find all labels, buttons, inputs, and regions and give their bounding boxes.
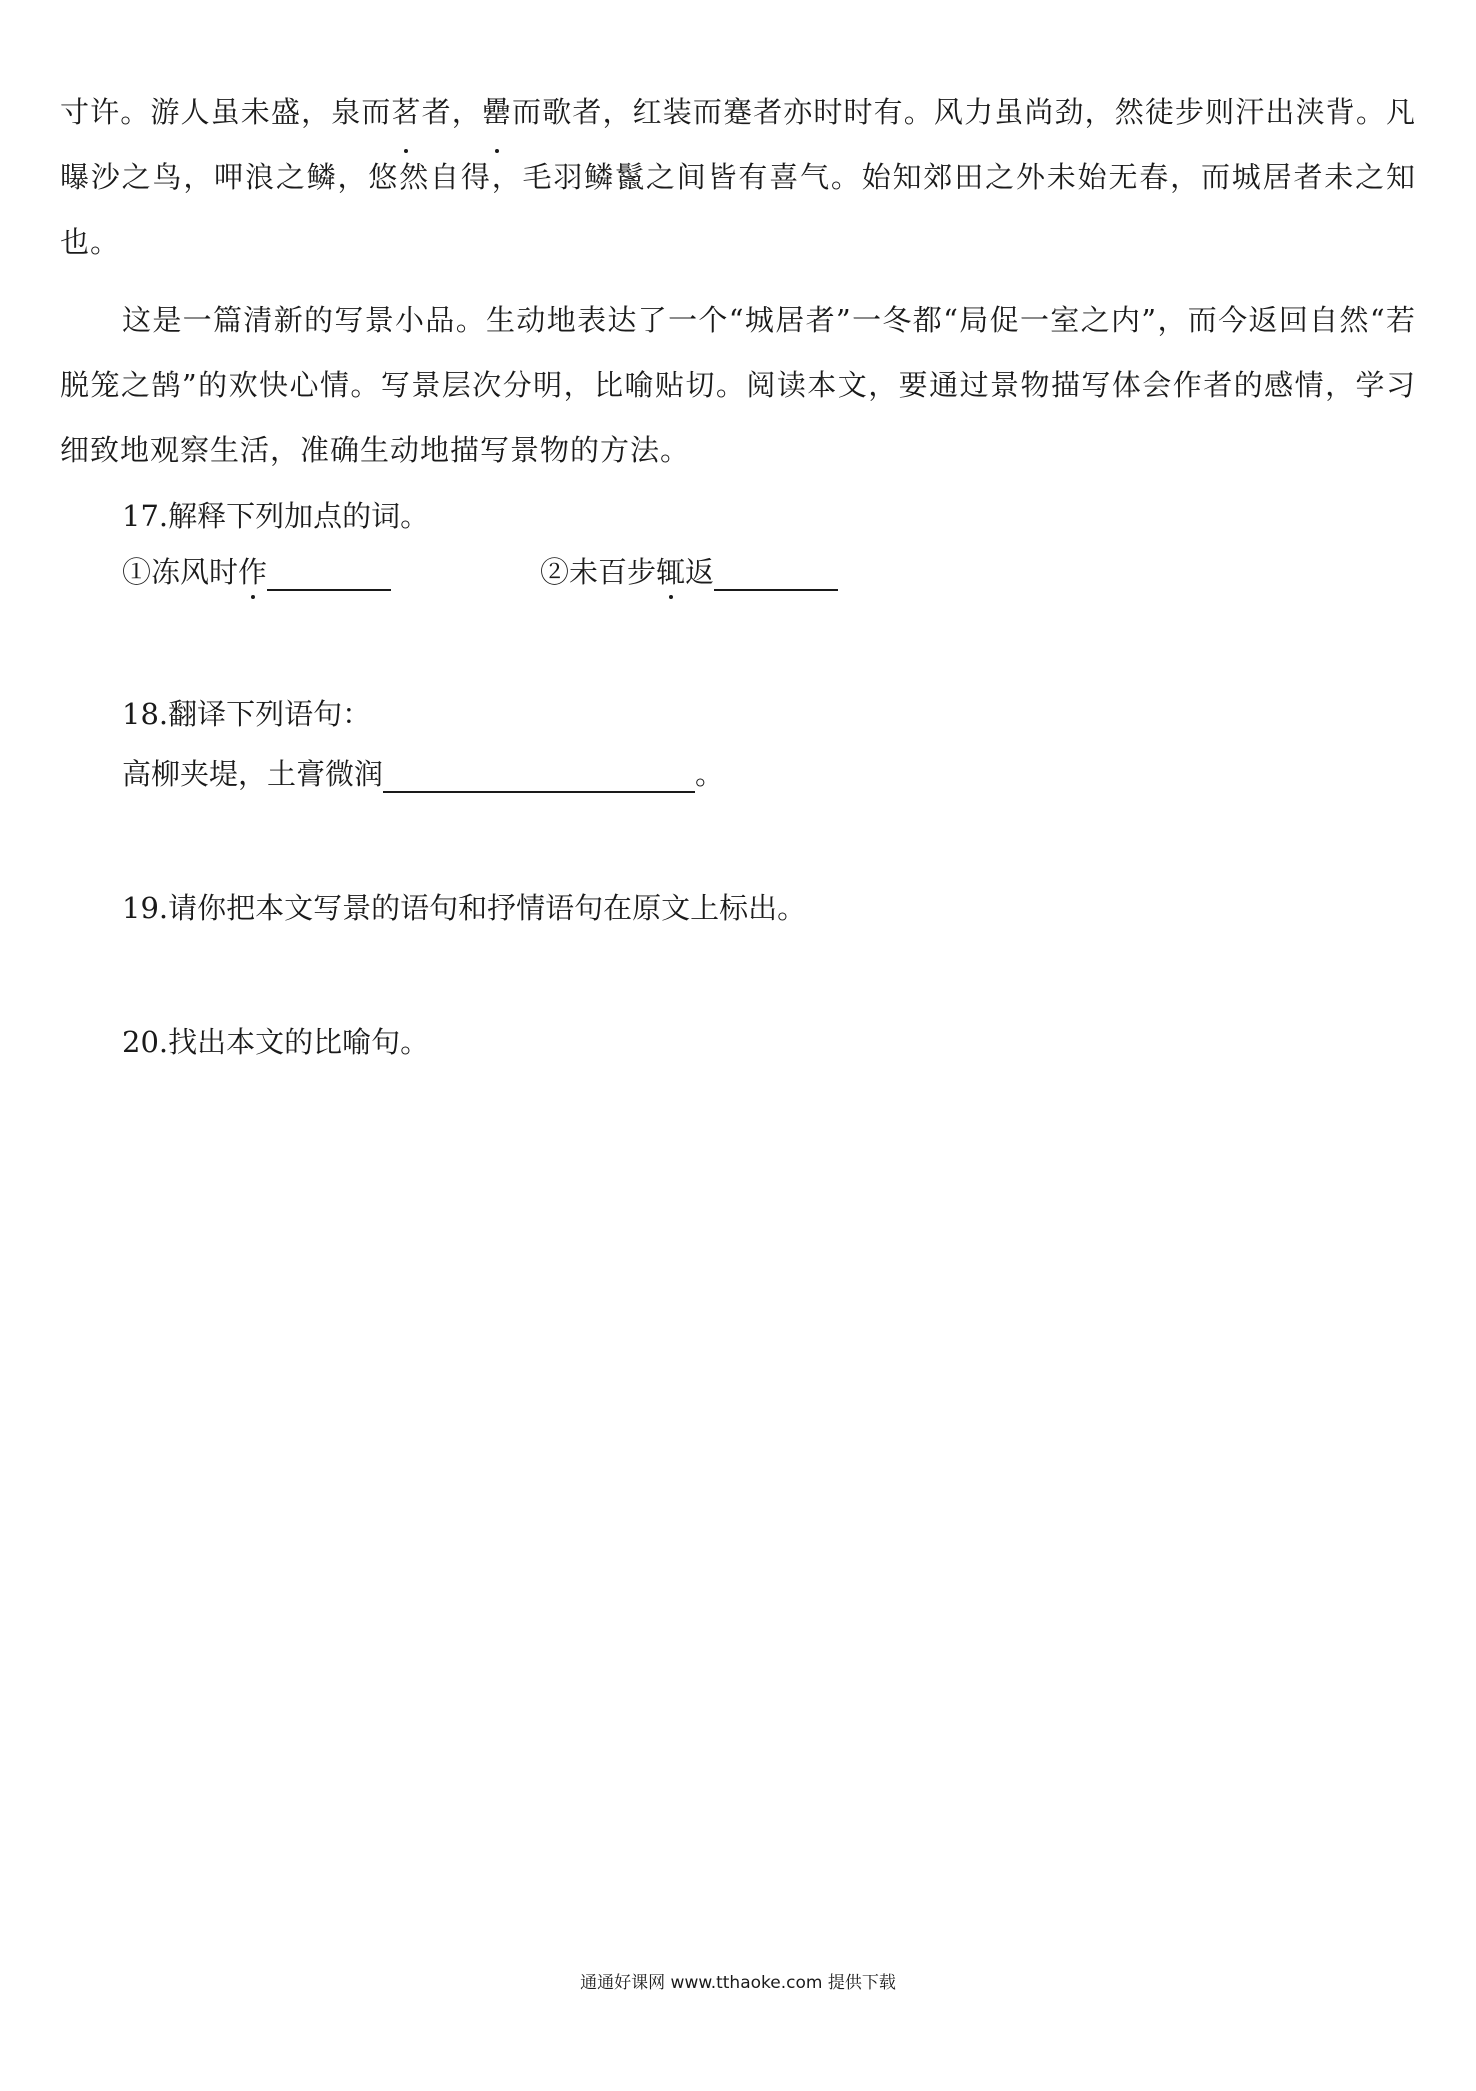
question-17-prompt: 17.解释下列加点的词。	[122, 499, 430, 533]
emphasis-dot-char: 作	[238, 550, 267, 591]
answer-blank-18[interactable]	[383, 761, 695, 793]
emphasis-dot-char: 辄	[656, 550, 685, 591]
question-19-prompt: 19.请你把本文写景的语句和抒情语句在原文上标出。	[122, 891, 807, 925]
emphasis-dot-char: 茗	[391, 80, 421, 145]
commentary-paragraph: 这是一篇清新的写景小品。生动地表达了一个“城居者”一冬都“局促一室之内”，而今返回自然“若脱笼之鹄”的欢快心情。写景层次分明，比喻贴切。阅读本文，要通过景物描写体会作者的感情，学习细致地观察生活，准确生动地描写景物的方法。	[60, 303, 1416, 467]
passage-text: 寸许。游人虽未盛，泉而茗者，罍而歌者，红装而蹇者亦时时有。风力虽尚劲，然徒步则汗出浃背。凡曝沙之鸟，呷浪之鳞，悠然自得，毛羽鳞鬣之间皆有喜气。始知郊田之外未始无春，而城居者未之知也。	[60, 80, 1416, 275]
question-18-sentence: 高柳夹堤，土膏微润 。	[122, 757, 725, 791]
emphasis-dot-char: 罍	[482, 80, 512, 145]
question-17-item-1: ①冻风时作	[122, 550, 391, 591]
answer-blank-17-1[interactable]	[267, 559, 391, 591]
page-footer: 通通好课网 www.tthaoke.com 提供下载	[580, 1973, 896, 1993]
answer-blank-17-2[interactable]	[714, 559, 838, 591]
question-17-item-2: ②未百步辄返	[540, 550, 838, 591]
question-20-prompt: 20.找出本文的比喻句。	[122, 1025, 430, 1059]
question-18-prompt: 18.翻译下列语句：	[122, 697, 372, 731]
